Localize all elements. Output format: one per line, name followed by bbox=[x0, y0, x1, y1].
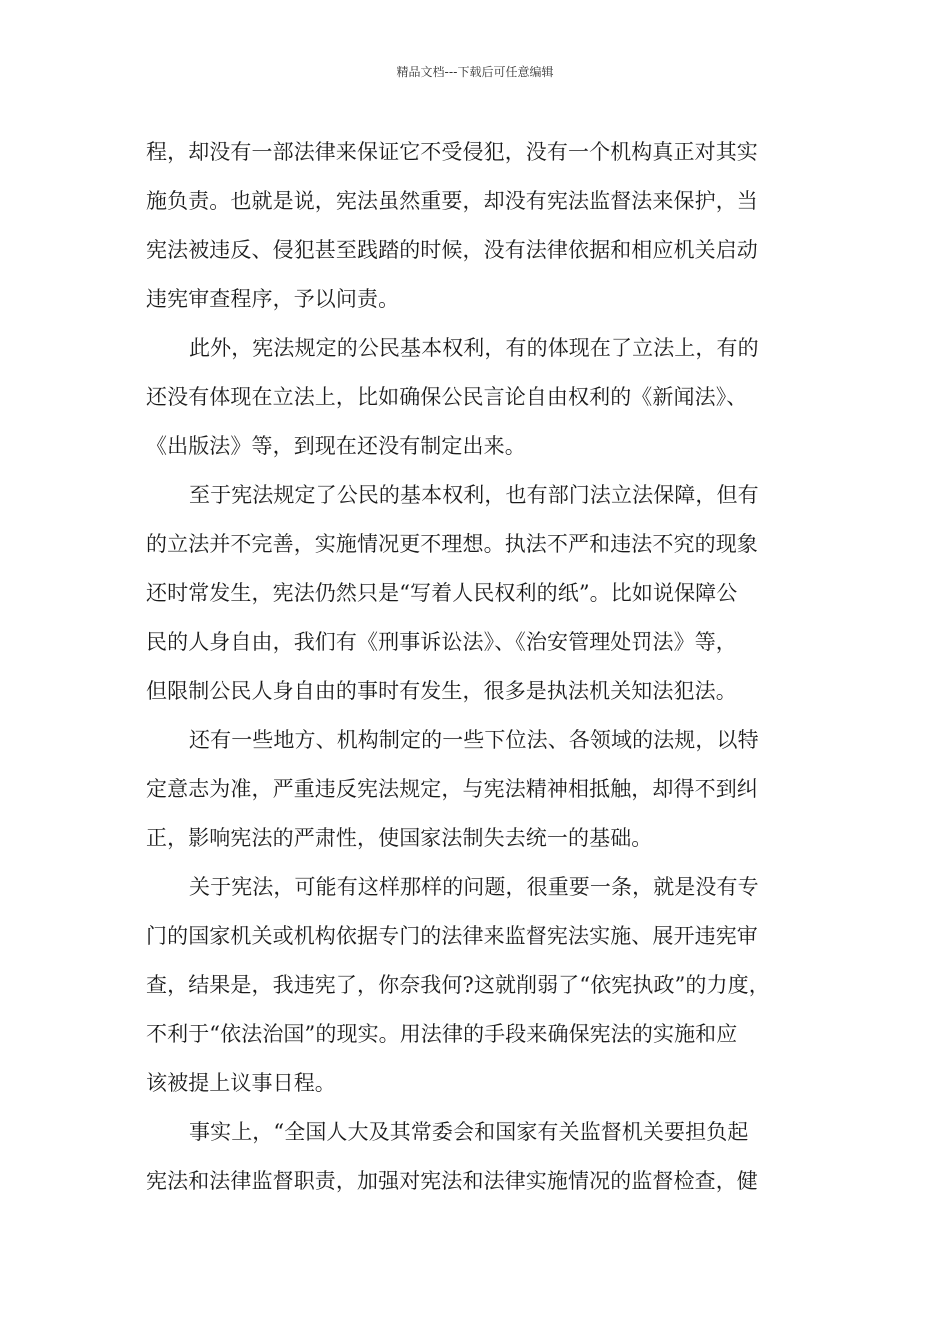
text-line: 正，影响宪法的严肃性，使国家法制失去统一的基础。 bbox=[146, 826, 653, 850]
text-line: 还没有体现在立法上，比如确保公民言论自由权利的《新闻法》、 bbox=[146, 385, 748, 409]
text-line: 宪法被违反、侵犯甚至践踏的时候，没有法律依据和相应机关启动 bbox=[146, 238, 758, 262]
text-line: 的立法并不完善，实施情况更不理想。执法不严和违法不究的现象 bbox=[146, 532, 758, 556]
text-line: 民的人身自由，我们有《刑事诉讼法》、《治安管理处罚法》等， bbox=[146, 630, 737, 654]
paragraph-first-line: 还有一些地方、机构制定的一些下位法、各领域的法规，以特 bbox=[189, 728, 759, 752]
paragraph-first-line: 此外，宪法规定的公民基本权利，有的体现在了立法上，有的 bbox=[189, 336, 759, 360]
text-line: 还时常发生，宪法仍然只是“写着人民权利的纸”。比如说保障公 bbox=[146, 581, 738, 605]
text-line: 但限制公民人身自由的事时有发生，很多是执法机关知法犯法。 bbox=[146, 679, 737, 703]
paragraph-first-line: 至于宪法规定了公民的基本权利，也有部门法立法保障，但有 bbox=[189, 483, 759, 507]
paragraph-first-line: 事实上，“全国人大及其常委会和国家有关监督机关要担负起 bbox=[189, 1120, 749, 1144]
text-line: 门的国家机关或机构依据专门的法律来监督宪法实施、展开违宪审 bbox=[146, 924, 758, 948]
text-line: 《出版法》等，到现在还没有制定出来。 bbox=[146, 434, 526, 458]
page-header: 精品文档---下载后可任意编辑 bbox=[396, 65, 554, 79]
text-line: 施负责。也就是说，宪法虽然重要，却没有宪法监督法来保护，当 bbox=[146, 189, 758, 213]
paragraph-first-line: 关于宪法，可能有这样那样的问题，很重要一条，就是没有专 bbox=[189, 875, 759, 899]
text-line: 程，却没有一部法律来保证它不受侵犯，没有一个机构真正对其实 bbox=[146, 140, 758, 164]
body-text bbox=[146, 128, 826, 1206]
text-line: 查，结果是，我违宪了，你奈我何?这就削弱了“依宪执政”的力度， bbox=[146, 973, 770, 997]
text-line: 定意志为准，严重违反宪法规定，与宪法精神相抵触，却得不到纠 bbox=[146, 777, 758, 801]
text-line: 不利于“依法治国”的现实。用法律的手段来确保宪法的实施和应 bbox=[146, 1022, 738, 1046]
text-line: 违宪审查程序，予以问责。 bbox=[146, 287, 400, 311]
text-line: 该被提上议事日程。 bbox=[146, 1071, 336, 1095]
text-line: 宪法和法律监督职责，加强对宪法和法律实施情况的监督检查，健 bbox=[146, 1169, 758, 1193]
